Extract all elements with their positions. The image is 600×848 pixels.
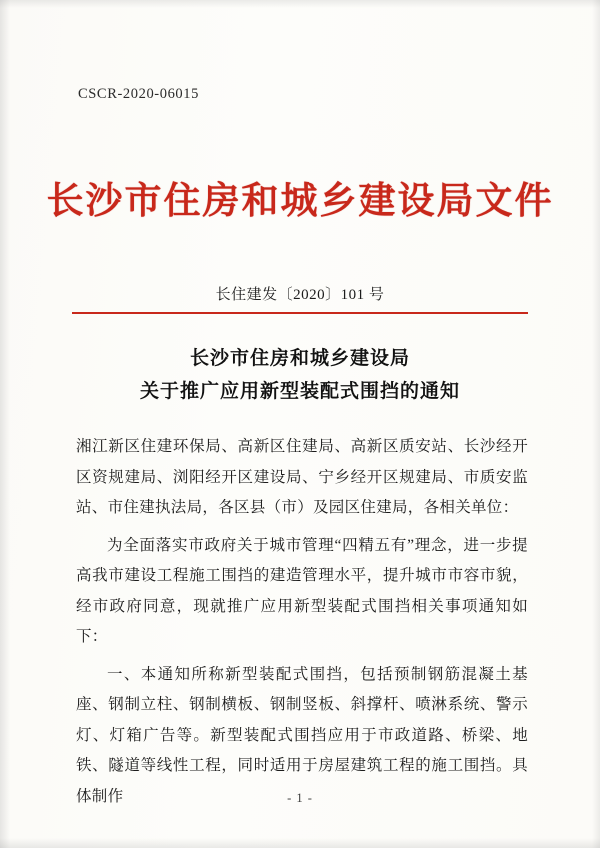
scan-shadow-bottom: [0, 838, 600, 848]
document-number: CSCR-2020-06015: [78, 86, 199, 102]
paragraph-item-1: 一、本通知所称新型装配式围挡，包括预制钢筋混凝土基座、钢制立柱、钢制横板、钢制竖板、斜撑杆、喷淋系统、警示灯、灯箱广告等。新型装配式围挡应用于市政道路、桥梁、地铁、隧道等线性工程，同时适用于房屋建筑工程的施工围挡。具体制作: [76, 665, 528, 805]
scan-shadow-right: [592, 0, 600, 848]
scan-shadow-left: [0, 0, 10, 848]
scan-shadow-top: [0, 0, 600, 8]
page-title: [80, 342, 520, 408]
title-line-1: 长沙市住房和城乡建设局: [189, 348, 410, 369]
masthead-title: 长沙市住房和城乡建设局文件: [46, 178, 554, 222]
title-line-2: 关于推广应用新型装配式围挡的通知: [139, 381, 460, 402]
document-serial: 长住建发〔2020〕101 号: [215, 287, 385, 303]
page-number: - 1 -: [287, 791, 313, 805]
document-body: [76, 432, 528, 812]
paragraph-intro: 为全面落实市政府关于城市管理“四精五有”理念，进一步提高我市建设工程施工围挡的建造管理水平，提升城市市容市貌，经市政府同意，现就推广应用新型装配式围挡相关事项通知如下：: [76, 536, 528, 645]
red-divider-rule: [72, 312, 528, 314]
paragraph-recipients: 湘江新区住建环保局、高新区住建局、高新区质安站、长沙经开区资规建局、浏阳经开区建设局、宁乡经开区规建局、市质安监站、市住建执法局，各区县（市）及园区住建局，各相关单位：: [76, 438, 528, 516]
